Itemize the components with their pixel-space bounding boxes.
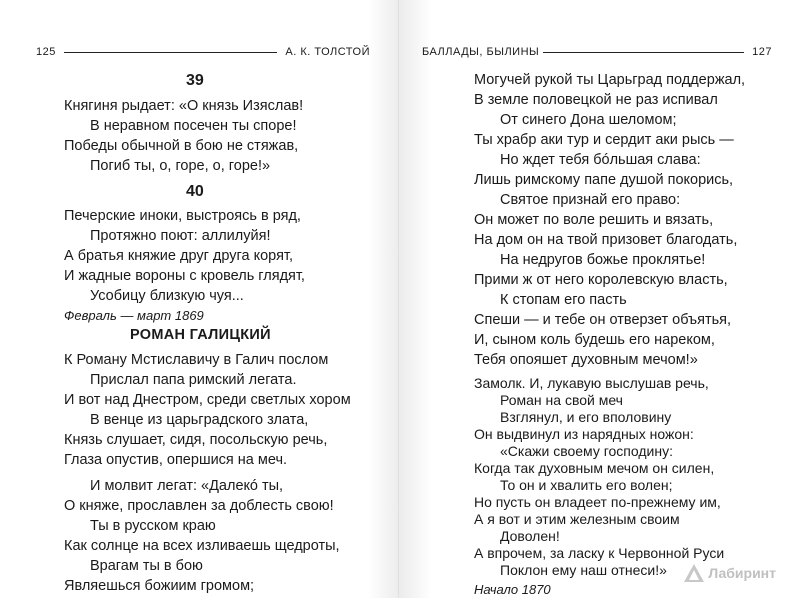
right-s1-line-3: От синего Дона шеломом; bbox=[500, 112, 677, 128]
right-page bbox=[400, 0, 800, 598]
roman-s2-line-5: Врагам ты в бою bbox=[90, 558, 203, 574]
right-s1-line-10: На недругов божье проклятье! bbox=[500, 252, 706, 268]
right-s2-line-10: Доволен! bbox=[500, 528, 560, 544]
poem39-line-2: В неравном посечен ты споре! bbox=[90, 118, 297, 134]
roman-s2-line-3: Ты в русском краю bbox=[90, 518, 216, 534]
roman-s2-line-4: Как солнце на всех изливаешь щедроты, bbox=[64, 538, 340, 554]
poem40-line-3: А братья княжие друг друга корят, bbox=[64, 248, 293, 264]
roman-s2-line-6: Являешься божиим громом; bbox=[64, 578, 255, 594]
roman-s1-line-3: И вот над Днестром, среди светлых хором bbox=[64, 392, 351, 408]
roman-s1-line-6: Глаза опустив, опершися на меч. bbox=[64, 452, 288, 468]
right-s2-line-8: Но пусть он владеет по-прежнему им, bbox=[474, 494, 721, 510]
right-s2-line-2: Роман на свой меч bbox=[500, 392, 623, 408]
header-rule bbox=[64, 52, 278, 53]
right-s1-line-4: Ты храбр аки тур и сердит аки рысь — bbox=[474, 132, 734, 148]
roman-s2-line-1: И молвит легат: «Далекó ты, bbox=[90, 478, 284, 494]
left-running-header bbox=[36, 46, 370, 58]
poem-number-39: 39 bbox=[186, 72, 204, 89]
right-s2-line-11: А впрочем, за ласку к Червонной Руси bbox=[474, 545, 725, 561]
right-date: Начало 1870 bbox=[474, 582, 551, 597]
watermark-text: Лабиринт bbox=[708, 565, 776, 581]
right-s2-line-4: Он выдвинул из нарядных ножон: bbox=[474, 426, 694, 442]
poem40-line-1: Печерские иноки, выстроясь в ряд, bbox=[64, 208, 301, 224]
right-running-head: БАЛЛАДЫ, БЫЛИНЫ bbox=[422, 46, 540, 58]
right-s1-line-12: К стопам его пасть bbox=[500, 292, 627, 308]
header-rule bbox=[543, 52, 744, 53]
poem-number-40: 40 bbox=[186, 183, 204, 200]
roman-s1-line-2: Прислал папа римский легата. bbox=[90, 372, 297, 388]
poem40-line-4: И жадные вороны с кровель глядят, bbox=[64, 268, 305, 284]
roman-s1-line-1: К Роману Мстиславичу в Галич послом bbox=[64, 352, 329, 368]
labyrinth-logo-icon bbox=[683, 562, 705, 584]
poem40-date: Февраль — март 1869 bbox=[64, 308, 204, 323]
right-s2-line-6: Когда так духовным мечом он силен, bbox=[474, 460, 715, 476]
right-s1-line-9: На дом он на твой призовет благодать, bbox=[474, 232, 738, 248]
right-page-number: 127 bbox=[752, 46, 772, 58]
poem39-line-3: Победы обычной в бою не стяжав, bbox=[64, 138, 299, 154]
poem40-line-5: Усобицу близкую чуя... bbox=[90, 288, 244, 304]
right-s2-line-7: То он и хвалить его волен; bbox=[500, 477, 673, 493]
right-running-header bbox=[422, 46, 772, 58]
roman-s1-line-5: Князь слушает, сидя, посольскую речь, bbox=[64, 432, 328, 448]
poem39-line-4: Погиб ты, о, горе, о, горе!» bbox=[90, 158, 271, 174]
right-s1-line-2: В земле половецкой не раз испивал bbox=[474, 92, 718, 108]
right-s1-line-8: Он может по воле решить и вязать, bbox=[474, 212, 714, 228]
left-page-number: 125 bbox=[36, 46, 56, 58]
roman-s2-line-2: О княже, прославлен за доблесть свою! bbox=[64, 498, 334, 514]
poem39-line-1: Княгиня рыдает: «О князь Изяслав! bbox=[64, 98, 304, 114]
right-s2-line-1: Замолк. И, лукавую выслушав речь, bbox=[474, 375, 709, 391]
left-running-head: А. К. ТОЛСТОЙ bbox=[285, 46, 370, 58]
right-s2-line-12: Поклон ему наш отнеси!» bbox=[500, 562, 667, 578]
right-s1-line-5: Но ждет тебя бóльшая слава: bbox=[500, 152, 701, 168]
right-s1-line-14: И, сыном коль будешь его нареком, bbox=[474, 332, 715, 348]
right-s1-line-6: Лишь римскому папе душой покорись, bbox=[474, 172, 734, 188]
roman-s1-line-4: В венце из царьградского злата, bbox=[90, 412, 309, 428]
roman-title: РОМАН ГАЛИЦКИЙ bbox=[130, 327, 271, 343]
right-s1-line-15: Тебя опояшет духовным мечом!» bbox=[474, 352, 698, 368]
right-s1-line-1: Могучей рукой ты Царьград поддержал, bbox=[474, 72, 746, 88]
right-s2-line-9: А я вот и этим железным своим bbox=[474, 511, 680, 527]
right-s2-line-5: «Скажи своему господину: bbox=[500, 443, 673, 459]
right-s1-line-11: Прими ж от него королевскую власть, bbox=[474, 272, 728, 288]
poem40-line-2: Протяжно поют: аллилуйя! bbox=[90, 228, 271, 244]
right-s1-line-7: Святое признай его право: bbox=[500, 192, 681, 208]
watermark bbox=[683, 562, 776, 584]
right-s2-line-3: Взглянул, и его вполовину bbox=[500, 409, 672, 425]
right-s1-line-13: Спеши — и тебе он отверзет объятья, bbox=[474, 312, 732, 328]
